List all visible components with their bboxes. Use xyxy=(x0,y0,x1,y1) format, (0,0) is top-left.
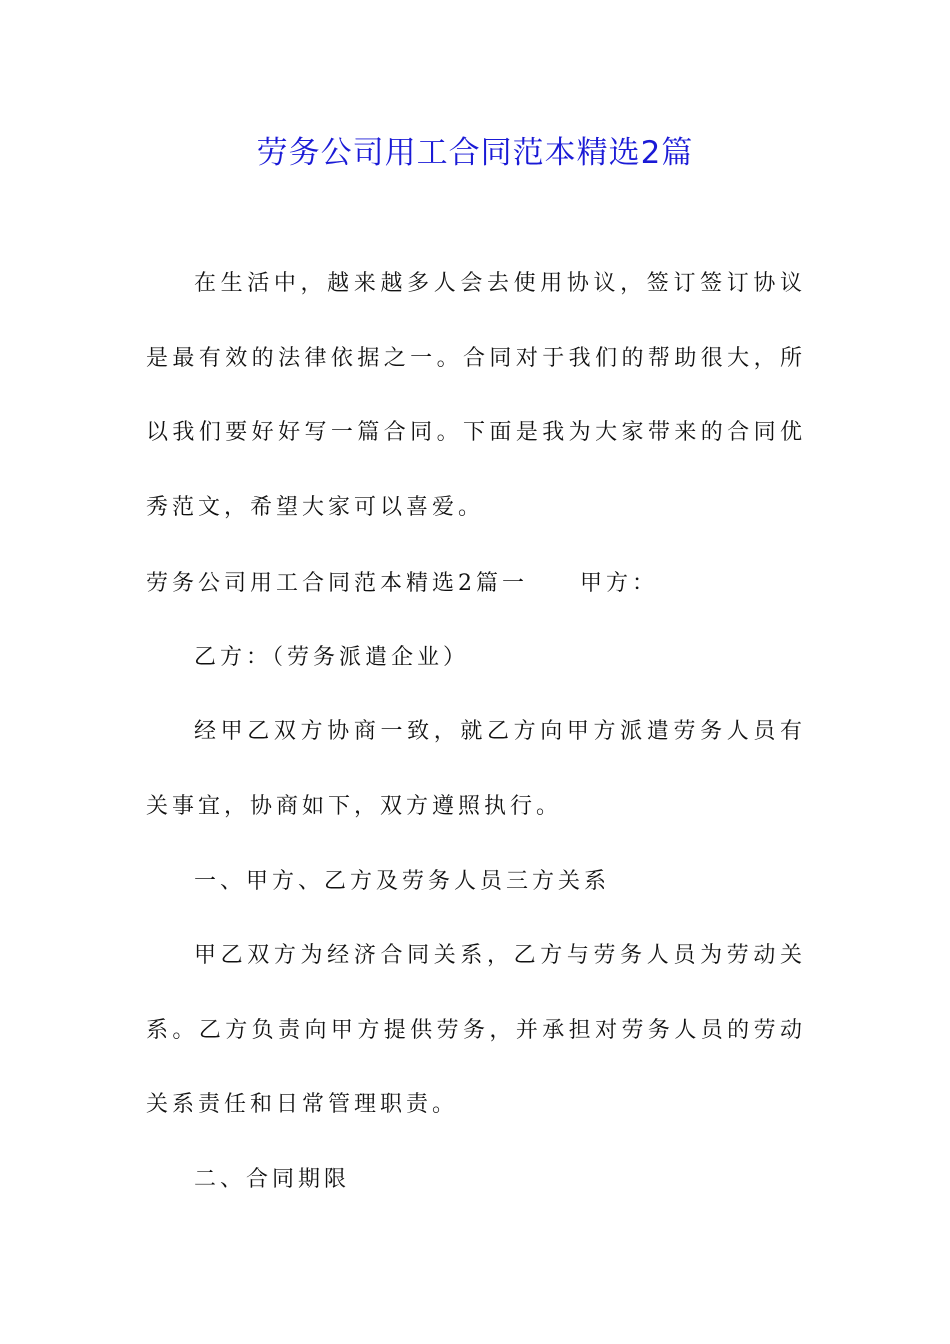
clause-1-title: 一、甲方、乙方及劳务人员三方关系 xyxy=(194,869,611,894)
section-heading: 劳务公司用工合同范本精选2篇一 xyxy=(146,571,528,596)
section-heading-line xyxy=(146,564,806,604)
agreement-paragraph: 经甲乙双方协商一致，就乙方向甲方派遣劳务人员有关事宜，协商如下，双方遵照执行。 xyxy=(146,719,806,819)
clause-1-body: 甲乙双方为经济合同关系，乙方与劳务人员为劳动关系。乙方负责向甲方提供劳务，并承担对劳务人员的劳动关系责任和日常管理职责。 xyxy=(146,943,806,1117)
party-b-label: 乙方：（劳务派遣企业） xyxy=(194,645,470,670)
party-a-label: 甲方： xyxy=(580,571,659,596)
intro-paragraph: 在生活中，越来越多人会去使用协议，签订签订协议是最有效的法律依据之一。合同对于我们的帮助很大，所以我们要好好写一篇合同。下面是我为大家带来的合同优秀范文，希望大家可以喜爱。 xyxy=(146,271,806,520)
clause-2-title: 二、合同期限 xyxy=(194,1167,351,1192)
document-title: 劳务公司用工合同范本精选2篇 xyxy=(256,135,694,171)
